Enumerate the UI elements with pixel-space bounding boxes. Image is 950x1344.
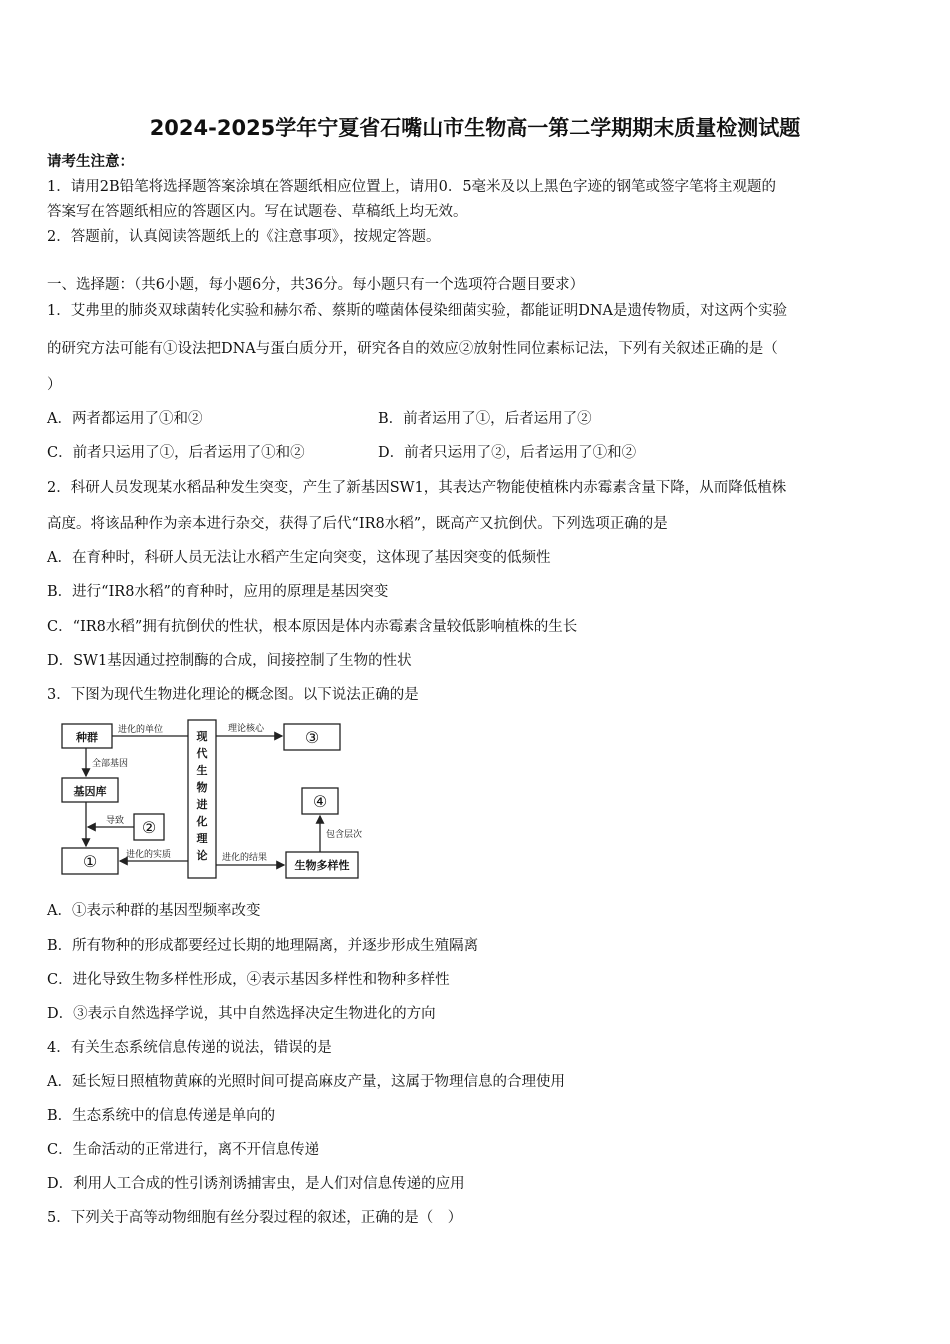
q1-stem-line-2: 的研究方法可能有①设法把DNA与蛋白质分开，研究各自的效应②放射性同位素标记法，下列有关叙述正确的是（ [47,341,778,357]
center-char-1: 现 [196,730,208,743]
diagram-biodiversity: 生物多样性 [294,859,350,872]
center-char-8: 论 [196,849,208,862]
q2-option-a: A．在育种时，科研人员无法让水稻产生定向突变，这体现了基因突变的低频性 [47,550,551,566]
q1-stem-line-3: ） [47,377,62,393]
center-char-6: 化 [196,815,208,828]
q3-option-b: B．所有物种的形成都要经过长期的地理隔离，并逐步形成生殖隔离 [47,938,479,954]
q4-option-c: C．生命活动的正常进行，离不开信息传递 [47,1142,320,1158]
label-evolution-result: 进化的结果 [222,853,268,863]
diagram-circle-3: ③ [304,728,320,747]
diagram-circle-4: ④ [312,792,328,811]
q2-option-d: D．SW1基因通过控制酶的合成，间接控制了生物的性状 [47,653,412,669]
q4-option-d: D．利用人工合成的性引诱剂诱捕害虫，是人们对信息传递的应用 [47,1176,465,1192]
q2-stem-line-1: 2．科研人员发现某水稻品种发生突变，产生了新基因SW1，其表达产物能使植株内赤霉素含量下降，从而降低植株 [47,480,787,496]
q1-option-a: A．两者都运用了①和② [47,411,203,427]
q2-stem-line-2: 高度。将该品种作为亲本进行杂交，获得了后代“IR8水稻”，既高产又抗倒伏。下列选项正确的是 [47,516,668,532]
q2-option-c: C．“IR8水稻”拥有抗倒伏的性状，根本原因是体内赤霉素含量较低影响植株的生长 [47,619,578,635]
notice-item-1-line-2: 答案写在答题纸相应的答题区内。写在试题卷、草稿纸上均无效。 [47,204,468,220]
diagram-gene-pool: 基因库 [73,785,107,798]
exam-title: 2024-2025学年宁夏省石嘴山市生物高一第二学期期末质量检测试题 [149,116,801,140]
q1-stem-line-1: 1．艾弗里的肺炎双球菌转化实验和赫尔希、蔡斯的噬菌体侵染细菌实验，都能证明DNA是遗传物质，对这两个实验 [47,303,788,319]
q5-stem: 5．下列关于高等动物细胞有丝分裂过程的叙述，正确的是（ ） [47,1210,463,1226]
center-char-2: 代 [196,747,208,760]
q3-option-a: A．①表示种群的基因型频率改变 [47,903,261,919]
q3-option-c: C．进化导致生物多样性形成，④表示基因多样性和物种多样性 [47,972,450,988]
q1-option-b: B．前者运用了①，后者运用了② [378,411,592,427]
q4-stem: 4．有关生态系统信息传递的说法，错误的是 [47,1040,332,1056]
center-char-4: 物 [196,781,208,794]
center-char-5: 进 [196,798,208,811]
q4-option-b: B．生态系统中的信息传递是单向的 [47,1108,276,1124]
label-evolution-unit: 进化的单位 [118,725,164,735]
q3-stem: 3．下图为现代生物进化理论的概念图。以下说法正确的是 [47,687,419,703]
label-levels: 包含层次 [326,830,363,840]
diagram-circle-1: ① [82,852,98,871]
q1-option-d: D．前者只运用了②，后者运用了①和② [378,445,637,461]
center-char-3: 生 [196,764,208,777]
evolution-concept-diagram [58,716,368,886]
center-char-7: 理 [196,832,208,845]
q1-option-c: C．前者只运用了①，后者运用了①和② [47,445,305,461]
q3-option-d: D．③表示自然选择学说，其中自然选择决定生物进化的方向 [47,1006,436,1022]
notice-heading: 请考生注意： [47,153,134,170]
diagram-population: 种群 [76,731,98,744]
notice-item-2: 2．答题前，认真阅读答题纸上的《注意事项》，按规定答题。 [47,229,441,245]
q4-option-a: A．延长短日照植物黄麻的光照时间可提高麻皮产量，这属于物理信息的合理使用 [47,1074,565,1090]
label-cause: 导致 [106,816,125,826]
section-heading: 一、选择题：（共6小题，每小题6分，共36分。每小题只有一个选项符合题目要求） [47,277,585,293]
q2-option-b: B．进行“IR8水稻”的育种时，应用的原理是基因突变 [47,584,389,600]
notice-item-1-line-1: 1．请用2B铅笔将选择题答案涂填在答题纸相应位置上，请用0．5毫米及以上黑色字迹的钢笔或签字笔将主观题的 [47,179,777,195]
label-evolution-essence: 进化的实质 [126,850,172,860]
label-theory-core: 理论核心 [228,724,265,734]
label-all-genes: 全部基因 [92,759,129,769]
diagram-circle-2: ② [141,818,157,837]
